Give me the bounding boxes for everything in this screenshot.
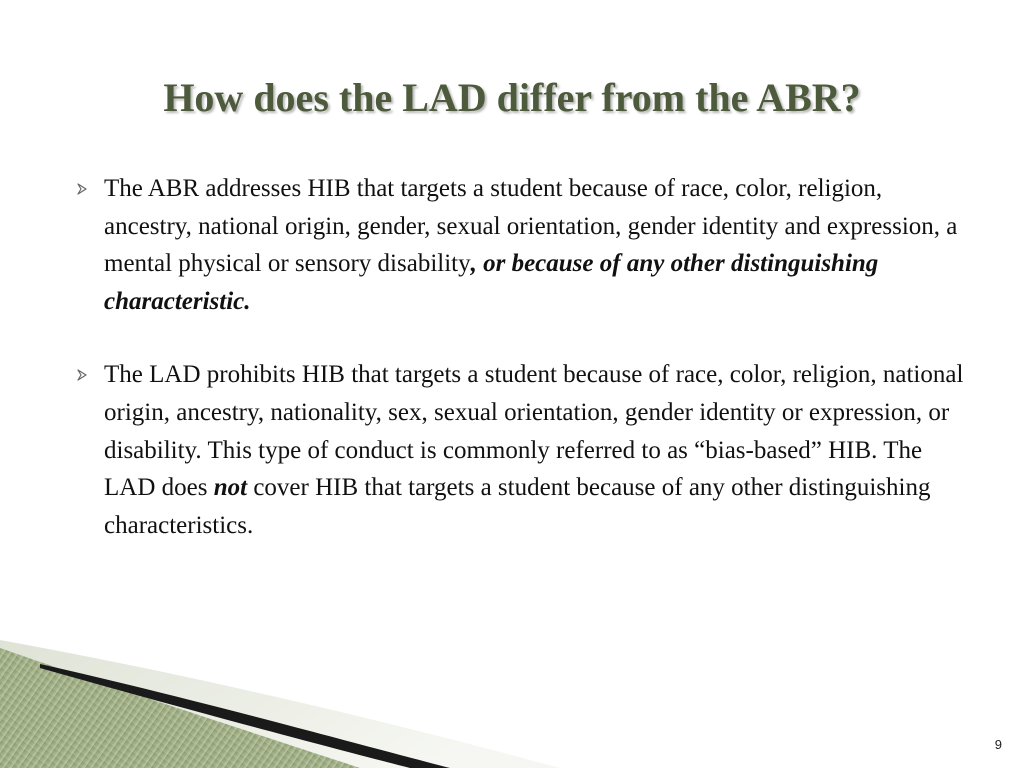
- bullet-text-emphasis: , or because of any other distinguishing characteristic.: [104, 250, 879, 315]
- bullet-text-emphasis: not: [213, 474, 248, 502]
- bullet-text-main: The ABR addresses HIB that targets a student because of race, color, religion, ancestry, national origin, gender, sexual orientation, gender identity and expression, a mental physical or sensory disability: [104, 175, 958, 278]
- page-number: 9: [994, 737, 1002, 752]
- slide-title: How does the LAD differ from the ABR?: [163, 75, 861, 120]
- bullet-text-tail: cover HIB that targets a student because of any other distinguishing characteristics.: [104, 474, 931, 539]
- bullet-text-main: The LAD prohibits HIB that targets a student because of race, color, religion, national origin, ancestry, nationality, sex, sexual orientation, gender identity or expression, or disability. This type of conduct is commonly referred to as “bias-based” HIB. The LAD does: [104, 361, 964, 502]
